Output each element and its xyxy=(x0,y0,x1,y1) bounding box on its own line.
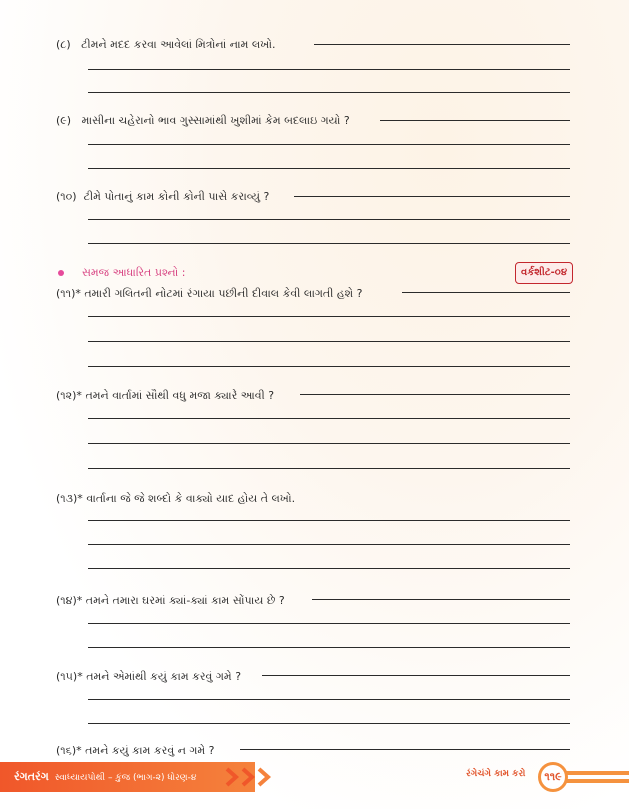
question-15 xyxy=(56,670,241,684)
answer-line[interactable] xyxy=(88,544,570,545)
footer-subtitle: સ્વાધ્યાયપોથી – કુંજ (ભાગ-૨) ધોરણ-૪ xyxy=(54,773,197,783)
worksheet-badge: વર્કશીટ-૦૪ xyxy=(515,262,573,284)
answer-line[interactable] xyxy=(88,647,570,648)
question-11 xyxy=(56,287,363,301)
answer-line[interactable] xyxy=(294,196,570,197)
answer-line[interactable] xyxy=(88,418,570,419)
chevron-right-icon xyxy=(254,767,274,787)
question-number: (૧૧)* xyxy=(56,287,81,300)
footer-brand: રંગતરંગ xyxy=(14,770,49,783)
answer-line[interactable] xyxy=(300,394,570,395)
answer-line[interactable] xyxy=(402,292,570,293)
answer-line[interactable] xyxy=(380,120,570,121)
question-number: (૧૦) xyxy=(56,190,77,203)
answer-line[interactable] xyxy=(88,341,570,342)
question-10 xyxy=(56,190,269,204)
answer-line[interactable] xyxy=(88,520,570,521)
question-number: (૧૨)* xyxy=(56,389,82,402)
page-footer xyxy=(0,762,629,792)
question-text: ટીમને મદદ કરવા આવેલાં મિત્રોનાં નામ લખો. xyxy=(81,38,276,51)
answer-line[interactable] xyxy=(88,468,570,469)
answer-line[interactable] xyxy=(88,92,570,93)
question-text: ટીમે પોતાનું કામ કોની કોની પાસે કરાવ્યું ? xyxy=(83,190,270,203)
answer-line[interactable] xyxy=(88,243,570,244)
answer-line[interactable] xyxy=(88,219,570,220)
answer-line[interactable] xyxy=(88,69,570,70)
answer-line[interactable] xyxy=(88,144,570,145)
bullet-icon xyxy=(58,270,64,276)
question-text: વાર્તાના જે જે શબ્દો કે વાક્યો યાદ હોય તે લખો. xyxy=(86,492,296,505)
footer-banner xyxy=(0,762,255,792)
section-heading: સમજ આધારિત પ્રશ્નો : xyxy=(58,266,185,280)
question-number: (૮) xyxy=(56,38,71,51)
answer-line[interactable] xyxy=(88,168,570,169)
answer-line[interactable] xyxy=(240,749,570,750)
question-text: તમારી ગલિતની નોટમાં રંગાયા પછીની દીવાલ કેવી લાગતી હશે ? xyxy=(84,287,363,300)
question-9 xyxy=(56,114,350,128)
question-16 xyxy=(56,744,215,758)
question-text: તમને તમારા ઘરમાં ક્યાં-ક્યાં કામ સોંપાય છે ? xyxy=(85,594,285,607)
answer-line[interactable] xyxy=(312,599,570,600)
question-number: (૧૫)* xyxy=(56,670,83,683)
answer-line[interactable] xyxy=(88,568,570,569)
footer-stripe xyxy=(560,779,629,783)
question-12 xyxy=(56,389,274,403)
answer-line[interactable] xyxy=(262,675,570,676)
answer-line[interactable] xyxy=(88,316,570,317)
answer-line[interactable] xyxy=(88,366,570,367)
answer-line[interactable] xyxy=(88,699,570,700)
answer-line[interactable] xyxy=(88,723,570,724)
footer-stripe xyxy=(560,771,629,775)
question-text: તમને કયું કામ કરવું ન ગમે ? xyxy=(85,744,215,757)
answer-line[interactable] xyxy=(88,623,570,624)
answer-line[interactable] xyxy=(314,44,570,45)
footer-chapter: રંગેચંગે કામ કરો xyxy=(466,769,526,779)
question-text: તમને વાર્તામાં સૌથી વધુ મજા ક્યારે આવી ? xyxy=(85,389,275,402)
question-number: (૧૬)* xyxy=(56,744,82,757)
question-text: માસીના ચહેરાનો ભાવ ગુસ્સામાંથી ખુશીમાં કેમ બદલાઇ ગયો ? xyxy=(81,114,350,127)
question-number: (૧૩)* xyxy=(56,492,83,505)
question-number: (૯) xyxy=(56,114,72,127)
question-14 xyxy=(56,594,285,608)
answer-line[interactable] xyxy=(88,443,570,444)
page-number: ૧૧૯ xyxy=(538,762,568,792)
question-8 xyxy=(56,38,275,52)
question-text: તમને એમાંથી કયું કામ કરવું ગમે ? xyxy=(86,670,242,683)
question-13 xyxy=(56,492,295,506)
question-number: (૧૪)* xyxy=(56,594,83,607)
